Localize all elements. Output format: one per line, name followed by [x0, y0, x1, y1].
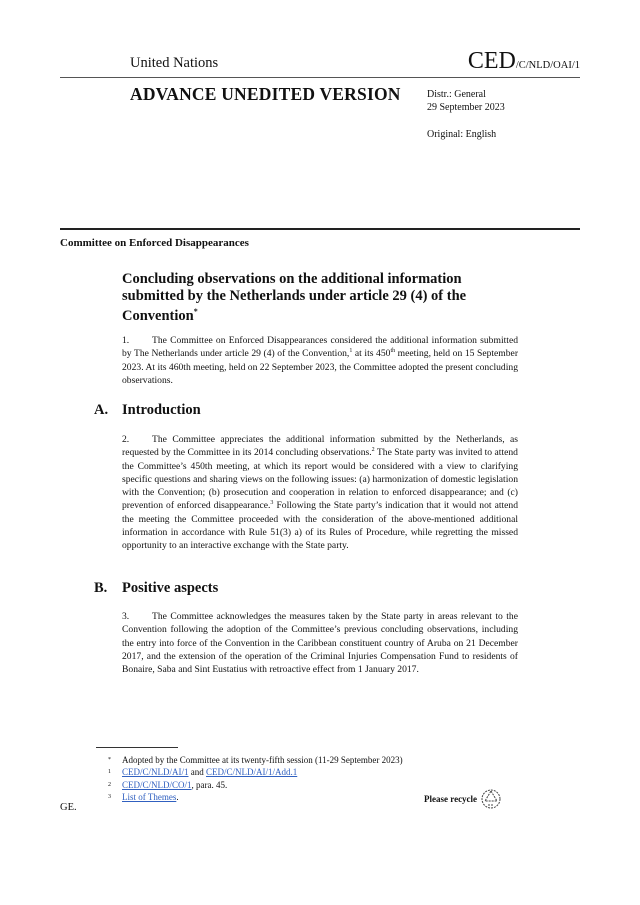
para-text: The Committee acknowledges the measures taken by the State party in areas relevant to the Convention following the adoption of the Committee’s previous concluding observations, including the entry into force of the Convention in the Caribbean constituent country of Aruba on 21 December 2017, and the extension of the operation of the Criminal Injuries Compensation Fund to residents of Bonaire, Saba and Sint Eustatius with retroactive effect from 1 January 2017. [122, 611, 518, 676]
footnote-mark: * [108, 757, 111, 763]
title-text: Concluding observations on the additional information submitted by the Netherlands under article 29 (4) of the Convention [122, 271, 467, 324]
footnote-link[interactable]: List of Themes [122, 791, 177, 802]
paragraph-3 [122, 610, 518, 676]
document-title [122, 271, 522, 324]
para-number: 1. [122, 335, 130, 346]
please-recycle [424, 788, 502, 810]
para-text: meeting, held on 15 September 2023. At its 460th meeting, held on 22 September 2023, the Committee adopted the present concluding observations. [122, 348, 519, 386]
footnote-ref[interactable]: 1 [349, 348, 353, 355]
footnotes [108, 754, 403, 803]
thick-rule [60, 228, 580, 230]
header-rule [60, 77, 580, 78]
footnote-text: . [176, 791, 179, 802]
distribution-info [427, 88, 505, 114]
footnote [108, 766, 403, 778]
section-heading-b [94, 580, 218, 597]
symbol-sub: /C/NLD/OAI/1 [515, 60, 580, 71]
footnote [108, 791, 403, 803]
footnote-ref[interactable]: 3 [270, 500, 274, 507]
paragraph-2 [122, 433, 518, 553]
footnote-ref[interactable]: 2 [371, 447, 375, 454]
para-text: The Committee appreciates the additional information submitted by the Netherlands, as requested by the Committee in its 2014 concluding observations. [122, 434, 518, 459]
footnote-mark: 1 [108, 769, 111, 776]
section-heading-a [94, 402, 201, 419]
para-number: 2. [122, 434, 130, 445]
footnote-link[interactable]: CED/C/NLD/AI/1 [122, 767, 189, 778]
original-language: Original: English [427, 129, 497, 140]
job-number: GE. [60, 802, 77, 813]
footnote-mark: 2 [108, 781, 111, 788]
footnote-text: , para. 45. [191, 779, 228, 790]
distr: Distr.: General [427, 89, 486, 100]
advance-unedited-label: ADVANCE UNEDITED VERSION [130, 84, 401, 104]
document-symbol [468, 48, 580, 75]
committee-name: Committee on Enforced Disappearances [60, 237, 249, 249]
footnote-link[interactable]: CED/C/NLD/CO/1 [122, 779, 192, 790]
symbol-main: CED [467, 48, 516, 74]
para-number: 3. [122, 611, 130, 622]
footnote-mark: 3 [108, 793, 111, 800]
section-letter: B. [94, 580, 108, 596]
section-title: Positive aspects [122, 580, 219, 596]
section-title: Introduction [122, 402, 201, 418]
footnote-link[interactable]: CED/C/NLD/AI/1/Add.1 [206, 767, 298, 778]
footnote-text: Adopted by the Committee at its twenty-fifth session (11-29 September 2023) [122, 755, 403, 765]
paragraph-1 [122, 334, 518, 387]
para-text: The Committee on Enforced Disappearances considered the additional information submitted by The Netherlands under article 29 (4) of the Convention, [122, 335, 518, 360]
footnote [108, 779, 403, 791]
para-text: The State party was invited to attend the Committee’s 450th meeting, at which its report would be considered with a view to clarifying specific questions and sharing views on the following issues: (a) harmonization of domestic legislation with the Convention; (b) prosecution and cooperation in relation to enforced disappearance; and (c) prevention of enforced disappearance. [122, 447, 518, 512]
org-name: United Nations [130, 55, 219, 71]
para-text: at its 450 [352, 348, 391, 360]
title-footnote-mark[interactable]: * [193, 307, 198, 316]
recycle-icon [480, 788, 502, 810]
date: 29 September 2023 [427, 102, 505, 113]
footnote [108, 754, 403, 766]
ordinal-suffix: th [390, 348, 396, 355]
section-letter: A. [94, 402, 109, 418]
footnote-rule [96, 747, 178, 748]
recycle-text: Please recycle [424, 794, 478, 804]
footnote-text: and [188, 767, 206, 778]
para-text: Following the State party’s indication that it would not attend the meeting the Committee proceeded with the consideration of the above-mentioned additional information in accordance with Rule 51(3) a) of its Rules of Procedure, while regretting the missed opportunity to an interactive exchange with the State party. [122, 500, 519, 552]
